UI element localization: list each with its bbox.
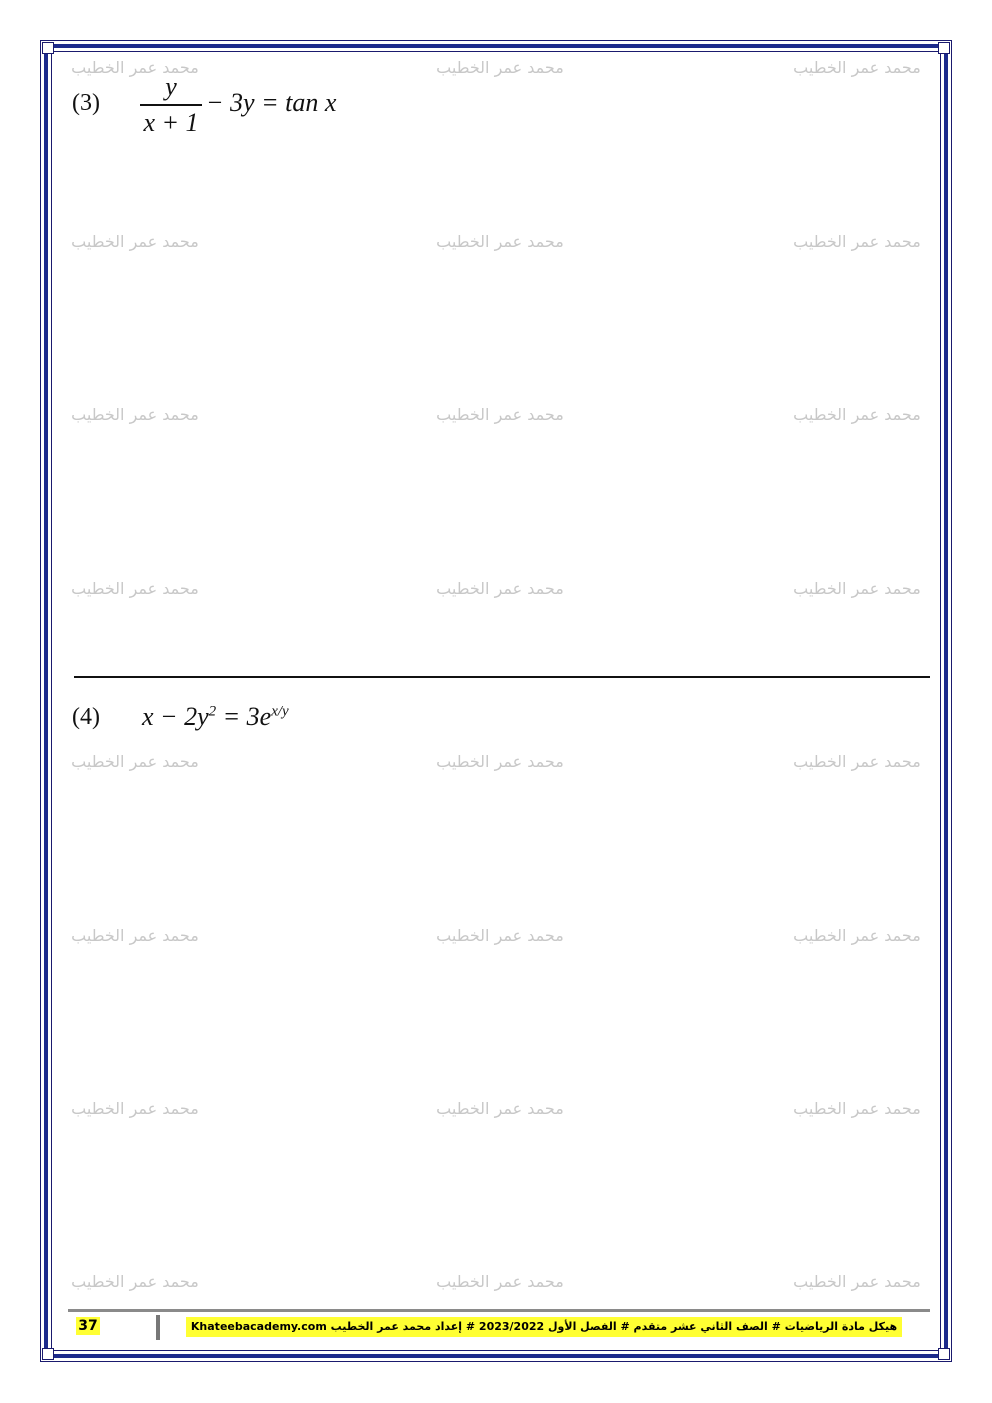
- footer-text: هيكل مادة الرياضيات # الصف الثاني عشر متقدم # الفصل الأول 2023/2022 # إعداد محمد عمر الخطيب Khateebacademy.com: [186, 1317, 902, 1337]
- equation-lhs: x − 2y: [142, 702, 209, 731]
- equation-rhs: = 3e: [216, 702, 272, 731]
- watermark: محمد عمر الخطيب: [71, 1099, 199, 1118]
- watermark: محمد عمر الخطيب: [436, 232, 564, 251]
- watermark: محمد عمر الخطيب: [436, 752, 564, 771]
- watermark: محمد عمر الخطيب: [436, 58, 564, 77]
- equation-rest: − 3y = tan x: [206, 88, 337, 117]
- corner-ornament: [42, 42, 54, 54]
- watermark: محمد عمر الخطيب: [793, 926, 921, 945]
- fraction-numerator: y: [165, 72, 177, 101]
- corner-ornament: [938, 42, 950, 54]
- equation: [142, 702, 289, 732]
- watermark: محمد عمر الخطيب: [71, 58, 199, 77]
- problem-number: (4): [72, 704, 100, 730]
- watermark: محمد عمر الخطيب: [71, 579, 199, 598]
- exponent: x/y: [271, 703, 289, 720]
- watermark: محمد عمر الخطيب: [793, 1099, 921, 1118]
- watermark: محمد عمر الخطيب: [793, 1272, 921, 1291]
- watermark: محمد عمر الخطيب: [436, 579, 564, 598]
- watermark: محمد عمر الخطيب: [793, 405, 921, 424]
- footer-rule: [68, 1309, 930, 1312]
- watermark: محمد عمر الخطيب: [71, 752, 199, 771]
- section-divider: [74, 676, 930, 678]
- corner-ornament: [42, 1348, 54, 1360]
- exponent: 2: [208, 703, 217, 720]
- page-number: 37: [76, 1317, 100, 1335]
- watermark: محمد عمر الخطيب: [793, 232, 921, 251]
- watermark: محمد عمر الخطيب: [436, 1272, 564, 1291]
- watermark: محمد عمر الخطيب: [436, 1099, 564, 1118]
- watermark: محمد عمر الخطيب: [71, 232, 199, 251]
- watermark: محمد عمر الخطيب: [436, 926, 564, 945]
- watermark: محمد عمر الخطيب: [436, 405, 564, 424]
- corner-ornament: [938, 1348, 950, 1360]
- watermark: محمد عمر الخطيب: [793, 579, 921, 598]
- fraction-bar: [140, 104, 202, 106]
- watermark: محمد عمر الخطيب: [793, 752, 921, 771]
- watermark: محمد عمر الخطيب: [793, 58, 921, 77]
- watermark: محمد عمر الخطيب: [71, 405, 199, 424]
- watermark: محمد عمر الخطيب: [71, 1272, 199, 1291]
- fraction-denominator: x + 1: [143, 108, 199, 137]
- footer-separator: [156, 1315, 160, 1340]
- watermark: محمد عمر الخطيب: [71, 926, 199, 945]
- fraction: [140, 72, 202, 138]
- problem-number: (3): [72, 90, 100, 116]
